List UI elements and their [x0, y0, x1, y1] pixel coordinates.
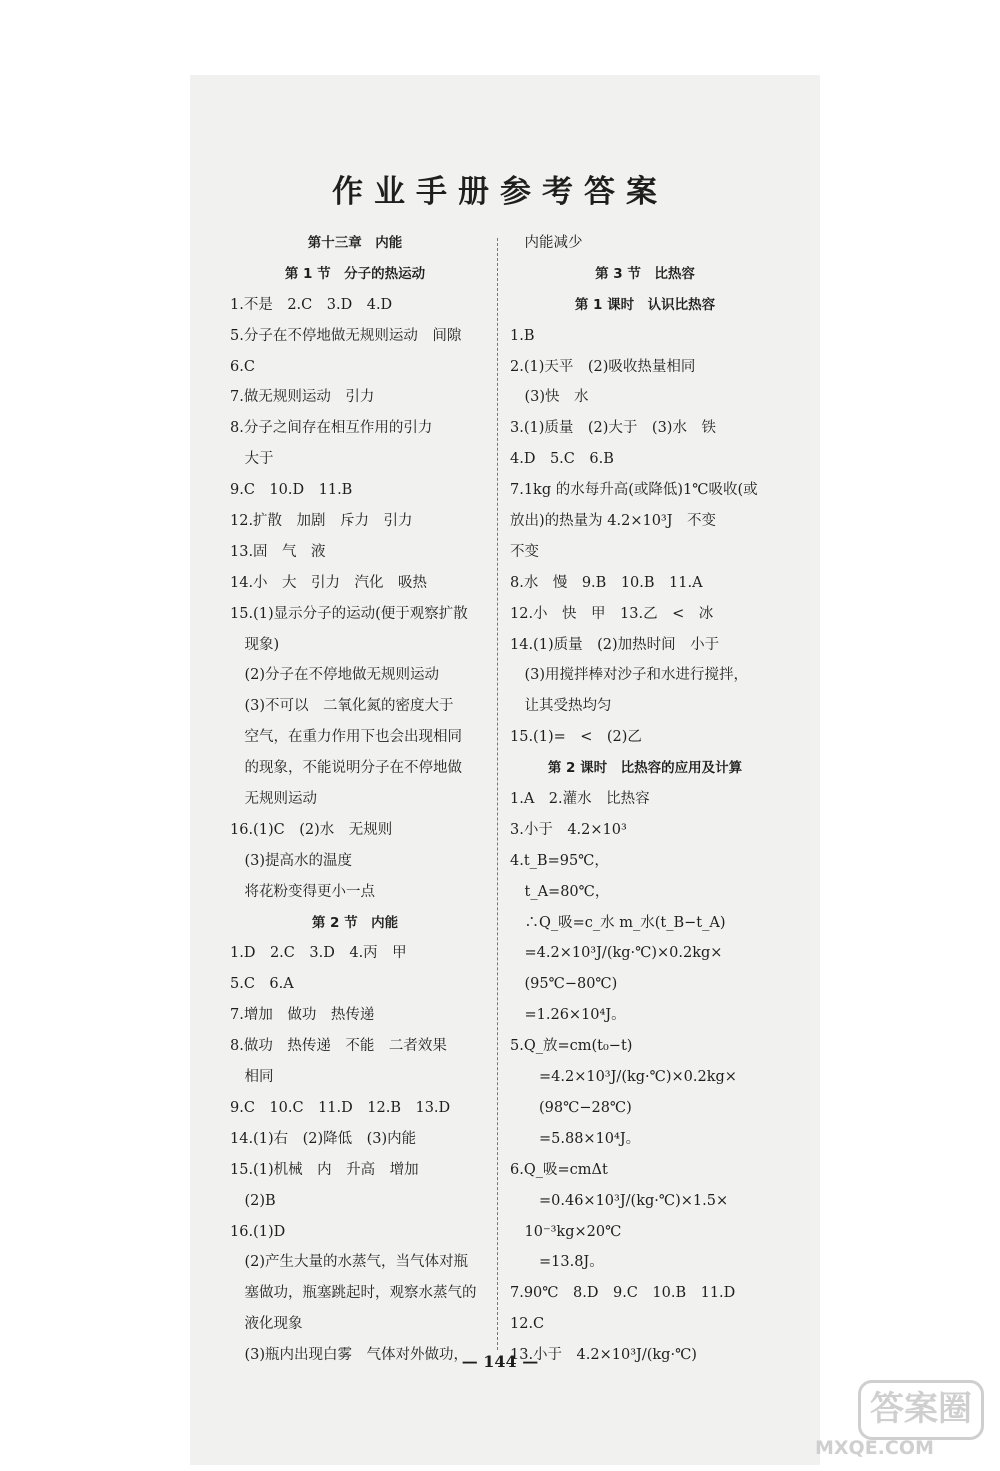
- answer-line: (2)产生大量的水蒸气，当气体对瓶: [230, 1254, 469, 1271]
- column-divider: [497, 238, 498, 1350]
- answer-line: 13.固 气 液: [230, 543, 326, 560]
- answer-line: 的现象，不能说明分子在不停地做: [230, 760, 462, 777]
- left-column: [230, 228, 480, 1371]
- answer-line: 现象): [230, 636, 280, 653]
- answer-line: 14.小 大 引力 汽化 吸热: [230, 574, 428, 591]
- answer-line: 8.分子之间存在相互作用的引力: [230, 420, 433, 437]
- section-heading: 第 2 课时 比热容的应用及计算: [547, 760, 743, 777]
- answer-line: 15.(1)机械 内 升高 增加: [230, 1161, 419, 1178]
- answer-line: 8.水 慢 9.B 10.B 11.A: [510, 574, 703, 591]
- answer-line: 塞做功，瓶塞跳起时，观察水蒸气的: [230, 1285, 477, 1302]
- section-heading: 第 3 节 比热容: [595, 265, 695, 282]
- answer-line: 15.(1)= < (2)乙: [510, 729, 642, 746]
- answer-line: 9.C 10.C 11.D 12.B 13.D: [230, 1099, 451, 1116]
- page-number: — 144 —: [461, 1352, 539, 1371]
- answer-line: (2)分子在不停地做无规则运动: [230, 667, 440, 684]
- answer-line: 14.(1)质量 (2)加热时间 小于: [510, 636, 720, 653]
- answer-line: 12.C: [510, 1316, 545, 1333]
- answer-line: 16.(1)D: [230, 1223, 286, 1240]
- answer-line: 1.D 2.C 3.D 4.丙 甲: [230, 945, 407, 962]
- answer-line: 6.C: [230, 358, 255, 375]
- answer-line: 1.B: [510, 327, 535, 344]
- page-title: 作业手册参考答案: [332, 174, 668, 210]
- answer-line: =13.8J。: [510, 1254, 604, 1271]
- answer-line: 10⁻³kg×20℃: [510, 1223, 622, 1240]
- answer-line: 1.A 2.灌水 比热容: [510, 791, 650, 808]
- answer-line: =0.46×10³J/(kg·℃)×1.5×: [510, 1192, 729, 1209]
- answer-line: 12.扩散 加剧 斥力 引力: [230, 513, 413, 530]
- answer-line: (3)用搅拌棒对沙子和水进行搅拌，: [510, 667, 749, 684]
- watermark-logo: 答案圈: [858, 1380, 984, 1440]
- answer-line: 7.做无规则运动 引力: [230, 389, 375, 406]
- answer-line: =4.2×10³J/(kg·℃)×0.2kg×: [510, 1069, 737, 1086]
- answer-line: t_A=80℃，: [510, 883, 610, 900]
- answer-line: 放出)的热量为 4.2×10³J 不变: [510, 513, 717, 530]
- answer-line: 4.D 5.C 6.B: [510, 451, 614, 468]
- answer-line: 2.(1)天平 (2)吸收热量相同: [510, 358, 696, 375]
- answer-line: =5.88×10⁴J。: [510, 1130, 641, 1147]
- section-heading: 第十三章 内能: [307, 235, 403, 251]
- answer-line: 7.增加 做功 热传递: [230, 1007, 375, 1024]
- answer-line: (2)B: [230, 1192, 276, 1209]
- answer-line: 5.分子在不停地做无规则运动 间隙: [230, 327, 462, 344]
- answer-line: (3)提高水的温度: [230, 852, 353, 869]
- answer-line: 将花粉变得更小一点: [230, 883, 375, 900]
- answer-line: 13.小于 4.2×10³J/(kg·℃): [510, 1347, 697, 1364]
- answer-line: 3.小于 4.2×10³: [510, 821, 627, 838]
- answer-line: 不变: [510, 543, 539, 560]
- answer-line: 液化现象: [230, 1316, 303, 1333]
- answer-line: (95℃−80℃): [510, 976, 618, 993]
- answer-line: 空气，在重力作用下也会出现相同: [230, 729, 462, 746]
- answer-line: 内能减少: [510, 235, 583, 251]
- answer-line: (3)不可以 二氧化氮的密度大于: [230, 698, 454, 715]
- answer-line: 7.1kg 的水每升高(或降低)1℃吸收(或: [510, 482, 758, 499]
- answer-line: 16.(1)C (2)水 无规则: [230, 821, 393, 838]
- answer-line: 6.Q_吸=cmΔt: [510, 1161, 608, 1178]
- answer-line: 5.C 6.A: [230, 976, 294, 993]
- answer-line: 7.90℃ 8.D 9.C 10.B 11.D: [510, 1285, 736, 1302]
- answer-line: 5.Q_放=cm(t₀−t): [510, 1038, 633, 1055]
- answer-line: 1.不是 2.C 3.D 4.D: [230, 296, 393, 313]
- answer-line: =4.2×10³J/(kg·℃)×0.2kg×: [510, 945, 723, 962]
- watermark-site: MXQE.COM: [815, 1437, 934, 1459]
- section-heading: 第 1 课时 认识比热容: [574, 296, 716, 313]
- right-column: [510, 228, 780, 1371]
- answer-line: 14.(1)右 (2)降低 (3)内能: [230, 1130, 417, 1147]
- answer-line: 无规则运动: [230, 791, 317, 808]
- section-heading: 第 1 节 分子的热运动: [284, 265, 426, 282]
- answer-line: 让其受热均匀: [510, 698, 612, 715]
- answer-line: (3)快 水: [510, 389, 589, 406]
- answer-line: ∴Q_吸=c_水 m_水(t_B−t_A): [510, 914, 726, 931]
- answer-line: 大于: [230, 451, 274, 468]
- answer-line: (3)瓶内出现白雾 气体对外做功，: [230, 1347, 469, 1364]
- answer-line: 8.做功 热传递 不能 二者效果: [230, 1038, 447, 1055]
- answer-line: 3.(1)质量 (2)大于 (3)水 铁: [510, 420, 716, 437]
- answer-line: 12.小 快 甲 13.乙 < 冰: [510, 605, 714, 622]
- section-heading: 第 2 节 内能: [311, 914, 399, 931]
- answer-line: =1.26×10⁴J。: [510, 1007, 626, 1024]
- answer-line: 9.C 10.D 11.B: [230, 482, 353, 499]
- answer-line: 相同: [230, 1069, 274, 1086]
- answer-line: 15.(1)显示分子的运动(便于观察扩散: [230, 605, 468, 622]
- answer-line: (98℃−28℃): [510, 1099, 632, 1116]
- answer-line: 4.t_B=95℃，: [510, 852, 609, 869]
